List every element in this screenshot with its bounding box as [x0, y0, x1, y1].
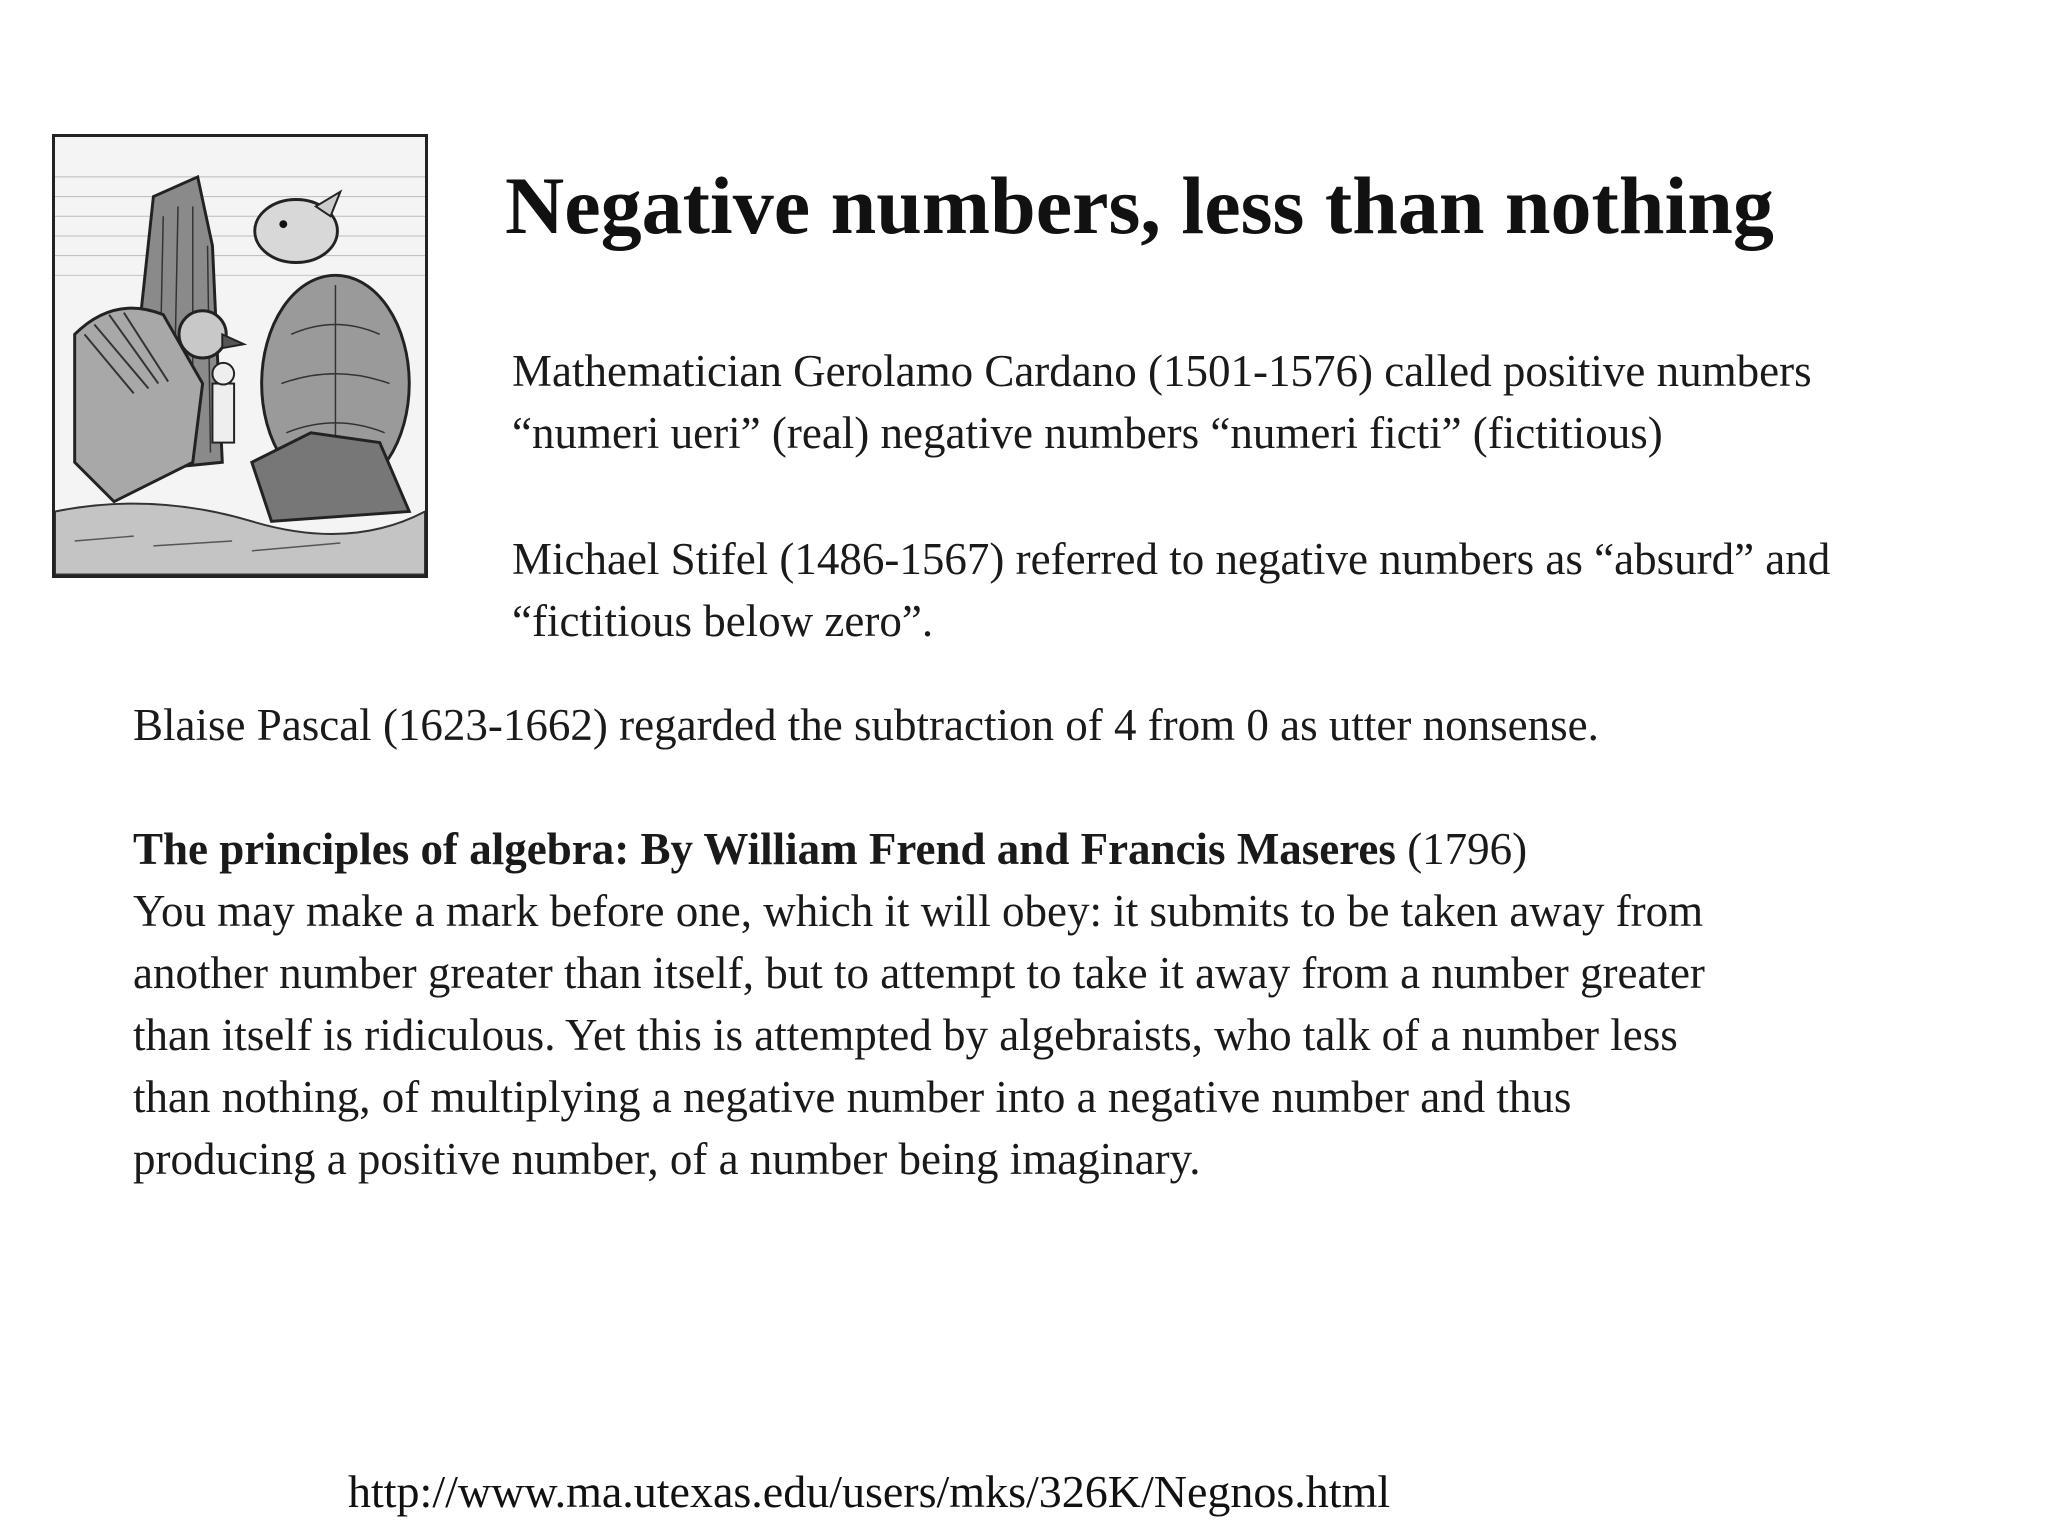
frend-heading — [133, 818, 1993, 880]
stifel-line-2: “fictitious below zero”. — [512, 596, 934, 646]
pascal-line: Blaise Pascal (1623-1662) regarded the subtraction of 4 from 0 as utter nonsense. — [133, 700, 1599, 750]
frend-book-title: The principles of algebra: By William Frend and Francis Maseres — [133, 824, 1396, 874]
frend-quote-line-1: You may make a mark before one, which it will obey: it submits to be taken away from — [133, 886, 1704, 936]
frend-quote-line-5: producing a positive number, of a number being imaginary. — [133, 1134, 1201, 1184]
illustration-gryphon-mock-turtle-icon — [52, 134, 428, 578]
frend-quote-line-2: another number greater than itself, but to attempt to take it away from a number greater — [133, 948, 1705, 998]
frend-quote-line-4: than nothing, of multiplying a negative number into a negative number and thus — [133, 1072, 1572, 1122]
frend-year: (1796) — [1395, 824, 1528, 874]
stifel-line-1: Michael Stifel (1486-1567) referred to negative numbers as “absurd” and — [512, 534, 1831, 584]
cardano-line-2: “numeri ueri” (real) negative numbers “numeri ficti” (fictitious) — [512, 408, 1663, 458]
cardano-line-1: Mathematician Gerolamo Cardano (1501-1576) called positive numbers — [512, 346, 1812, 396]
slide-title: Negative numbers, less than nothing — [505, 160, 1774, 251]
stifel-paragraph — [512, 528, 1992, 652]
frend-quote-line-3: than itself is ridiculous. Yet this is attempted by algebraists, who talk of a number less — [133, 1010, 1678, 1060]
cardano-paragraph — [512, 340, 1992, 464]
frend-paragraph — [133, 818, 1993, 1190]
source-url-link[interactable]: http://www.ma.utexas.edu/users/mks/326K/Negnos.html — [348, 1466, 1391, 1517]
pascal-paragraph — [133, 694, 1993, 756]
